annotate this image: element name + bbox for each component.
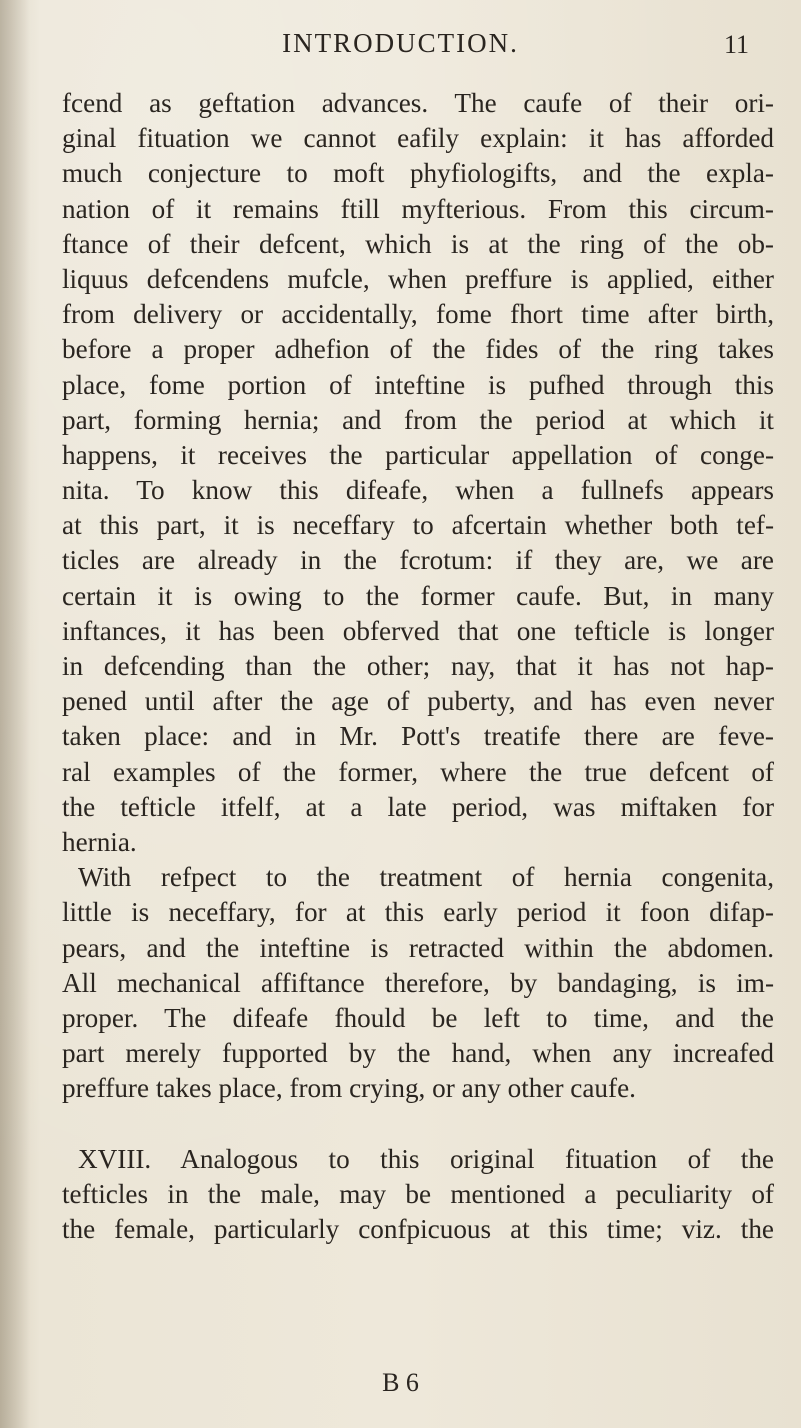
text-line: ticles are already in the fcrotum: if they are, we are	[62, 545, 774, 576]
text-line: the female, particularly confpicuous at this time; viz. the	[62, 1214, 774, 1244]
text-line: nita. To know this difeafe, when a fullnefs appears	[62, 475, 774, 506]
text-line: from delivery or accidentally, fome fhort time after birth,	[62, 299, 774, 330]
binding-shadow	[0, 0, 30, 1428]
text-line: proper. The difeafe fhould be left to time, and the	[62, 1002, 774, 1033]
section-heading-line: XVIII. Analogous to this original fituation of the	[78, 1143, 774, 1174]
text-line: fcend as geftation advances. The caufe of their ori-	[62, 88, 774, 118]
text-line: All mechanical affiftance therefore, by bandaging, is im-	[62, 967, 774, 998]
text-line: nation of it remains ftill myfterious. From this circum-	[62, 193, 774, 224]
text-line: place, fome portion of inteftine is pufhed through this	[62, 369, 774, 400]
signature-mark: B 6	[382, 1368, 419, 1397]
text-line: part, forming hernia; and from the period at which it	[62, 404, 774, 435]
text-line: happens, it receives the particular appellation of conge-	[62, 439, 774, 470]
text-line: pears, and the inteftine is retracted within the abdomen.	[62, 932, 774, 963]
page-number: 11	[723, 30, 749, 59]
text-line: ginal fituation we cannot eafily explain: it has afforded	[62, 123, 774, 154]
text-line: at this part, it is neceffary to afcertain whether both tef-	[62, 510, 774, 541]
blank-line	[62, 1106, 774, 1141]
text-line: before a proper adhefion of the fides of the ring takes	[62, 334, 774, 365]
page-header	[0, 28, 801, 68]
text-line: ftance of their defcent, which is at the ring of the ob-	[62, 228, 774, 259]
text-line: liquus defcendens mufcle, when preffure is applied, either	[62, 263, 774, 294]
text-line: pened until after the age of puberty, and has even never	[62, 686, 774, 717]
text-line: part merely fupported by the hand, when any increafed	[62, 1038, 774, 1069]
text-line: in defcending than the other; nay, that it has not hap-	[62, 651, 774, 681]
text-line: taken place: and in Mr. Pott's treatife there are feve-	[62, 721, 774, 752]
running-head: INTRODUCTION.	[282, 28, 519, 58]
paragraph-end-line: hernia.	[62, 826, 137, 857]
text-line: inftances, it has been obferved that one tefticle is longer	[62, 615, 774, 646]
text-line: With refpect to the treatment of hernia congenita,	[78, 862, 774, 893]
text-line: the tefticle itfelf, at a late period, was miftaken for	[62, 791, 774, 822]
paragraph-end-line: preffure takes place, from crying, or any other caufe.	[62, 1073, 636, 1104]
text-line: ral examples of the former, where the true defcent of	[62, 756, 774, 787]
text-line: much conjecture to moft phyfiologifts, and the expla-	[62, 158, 774, 189]
text-line: certain it is owing to the former caufe. But, in many	[62, 580, 774, 611]
text-line: little is neceffary, for at this early period it foon difap-	[62, 897, 774, 928]
text-line: tefticles in the male, may be mentioned a peculiarity of	[62, 1178, 774, 1209]
body-text	[62, 86, 774, 1247]
